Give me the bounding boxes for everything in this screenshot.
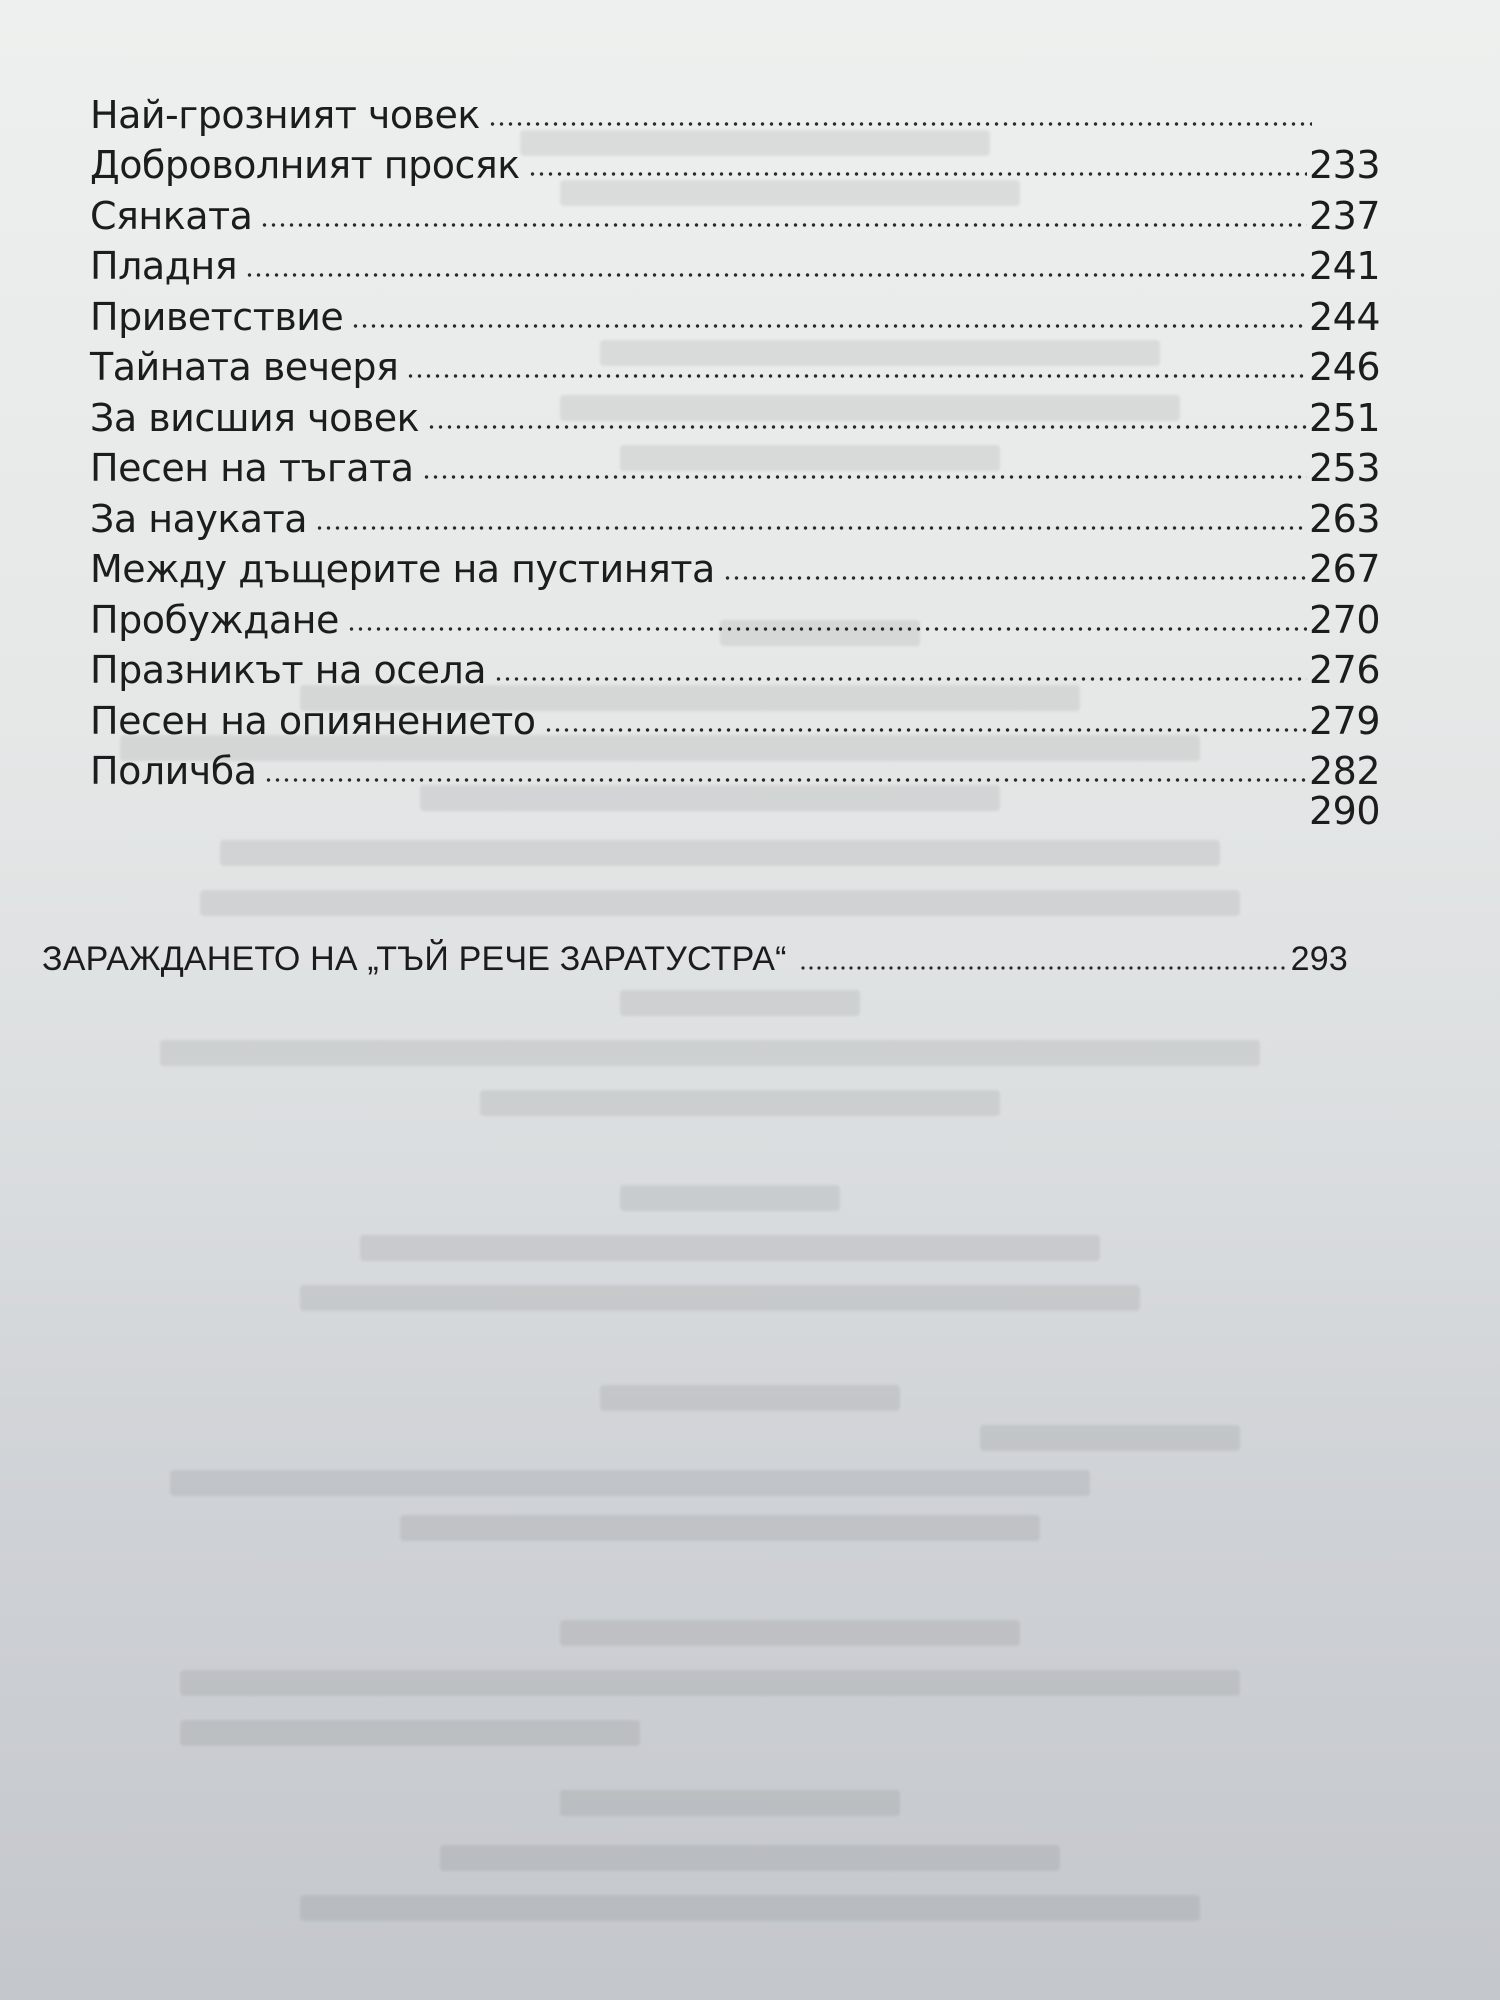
dot-leader [260,222,1307,228]
toc-entry-title: Песен на опиянението [90,698,536,743]
toc-entry [90,288,1380,339]
toc-entry-page: 276 [1308,648,1380,692]
toc-entry-page: 233 [1308,143,1380,187]
toc-entry-title: Празникът на осела [90,648,487,692]
dot-leader [351,323,1307,329]
toc-entry [90,591,1380,642]
toc-entry-title: Тайната вечеря [90,345,399,389]
toc-entry [90,137,1380,188]
toc-entry-page: 241 [1308,244,1380,288]
dot-leader [799,965,1289,971]
toc-entry-title: Поличба [90,749,257,793]
afterword-page: 293 [1290,940,1348,978]
toc-entry [90,692,1380,743]
toc-entry-page: 251 [1308,395,1380,440]
toc-entry-title: За науката [90,496,308,541]
dot-leader [347,626,1307,632]
toc-entry [90,389,1380,440]
toc-entry-page-only [90,789,1380,833]
toc-entry-title: Най-грозният човек [90,92,480,137]
afterword-title: ЗАРАЖДАНЕТО НА „ТЪЙ РЕЧЕ ЗАРАТУСТРА“ [42,940,787,978]
toc-entry-title: За висшия човек [90,395,420,440]
toc-entry [90,541,1380,592]
toc-entry-page: 253 [1308,446,1380,490]
toc-entry-page: 244 [1308,294,1380,339]
dot-leader [544,727,1307,733]
dot-leader [315,525,1307,531]
toc-entry-page: 237 [1308,193,1380,238]
toc-entry-title: Песен на тъгата [90,446,414,490]
toc-entry [90,440,1380,491]
toc-entry [90,642,1380,693]
toc-entry-page: 246 [1308,345,1380,389]
dot-leader [723,575,1307,581]
toc-entry-title: Доброволният просяк [90,143,520,187]
table-of-contents [90,86,1380,833]
afterword-entry [42,930,1348,980]
dot-leader [528,171,1307,177]
toc-entry-title: Сянката [90,193,253,238]
toc-entry-title: Пладня [90,244,238,288]
toc-entry-title: Между дъщерите на пустинята [90,547,715,591]
dot-leader [488,121,1312,127]
dot-leader [427,424,1307,430]
dot-leader [422,474,1307,480]
toc-entry [90,339,1380,390]
toc-entry-page: 279 [1308,698,1380,743]
toc-entry [90,238,1380,289]
toc-entry-title: Приветствие [90,294,344,339]
toc-entry-title: Пробуждане [90,597,339,642]
toc-entry-page: 267 [1308,547,1380,591]
toc-entry-page: 282 [1308,749,1380,793]
toc-entry [90,86,1380,137]
dot-leader [406,373,1307,379]
toc-entry [90,743,1380,794]
toc-entry-page: 263 [1308,496,1380,541]
dot-leader [264,777,1306,783]
toc-entry-page: 290 [1308,789,1380,833]
dot-leader [245,272,1307,278]
toc-entry [90,187,1380,238]
toc-entry-page: 270 [1308,597,1380,642]
dot-leader [494,676,1307,682]
toc-entry [90,490,1380,541]
